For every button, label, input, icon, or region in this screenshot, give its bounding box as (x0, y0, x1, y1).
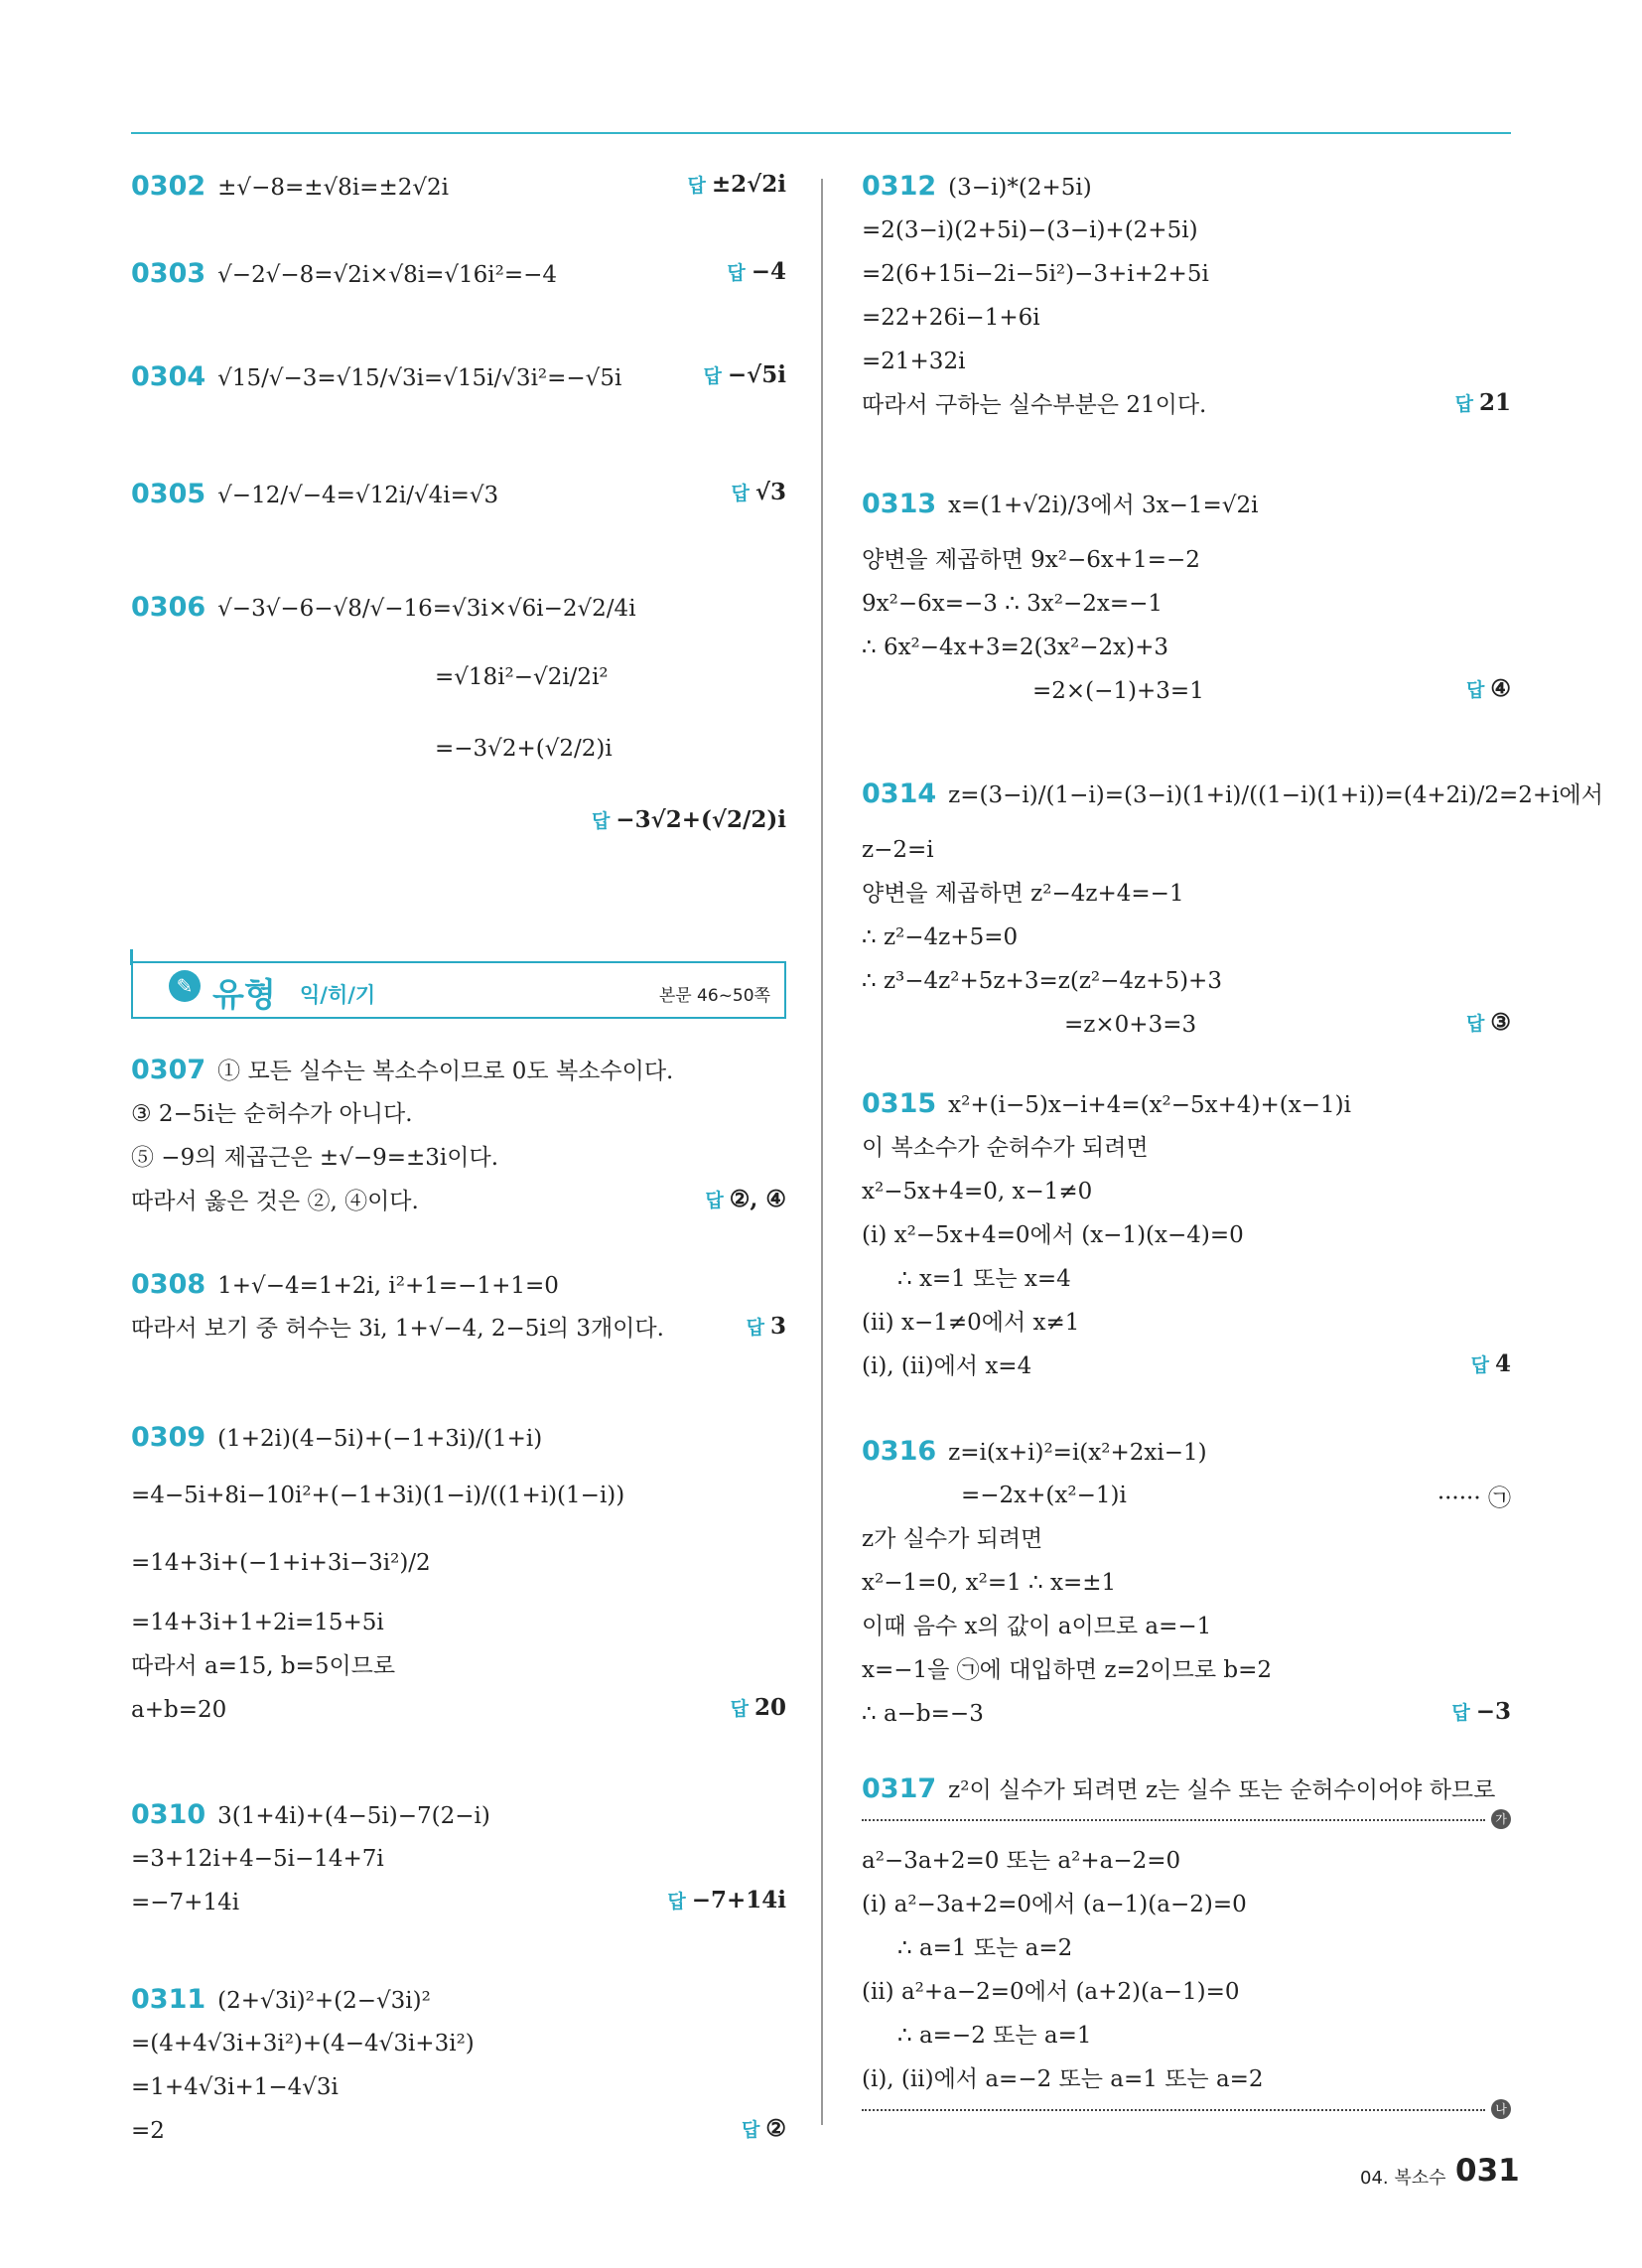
answer (688, 171, 787, 198)
answer-label: 답 (1454, 393, 1473, 415)
solution-line: =4−5i+8i−10i²+(−1+3i)(1−i)/((1+i)(1−i)) (131, 1483, 625, 1508)
answer-label: 답 (705, 1190, 724, 1211)
answer (1466, 1009, 1511, 1036)
section-subtitle: 익/히/기 (300, 983, 376, 1007)
solution-line: 따라서 a=15, b=5이므로 (131, 1653, 396, 1679)
answer (1455, 389, 1511, 416)
solution-line: 따라서 구하는 실수부분은 21이다. (862, 392, 1207, 418)
section-page-ref: 본문 46~50쪽 (658, 986, 770, 1006)
answer-value: −7+14i (691, 1887, 786, 1914)
solution-line: (3−i)*(2+5i) (948, 175, 1092, 201)
solution-line: √−3√−6−√8/√−16=√3i×√6i−2√2/4i (217, 596, 636, 622)
answer-value: ②, ④ (729, 1186, 786, 1212)
solution-line: z−2=i (862, 837, 934, 863)
solution-line: ∴ z³−4z²+5z+3=z(z²−4z+5)+3 (862, 968, 1222, 994)
problem-number: 0304 (131, 361, 206, 392)
solution-line: =−2x+(x²−1)i (961, 1483, 1127, 1508)
solution-line: =√18i²−√2i/2i² (435, 664, 609, 690)
solution-line: z=i(x+i)²=i(x²+2xi−1) (948, 1440, 1207, 1466)
answer-value: −3√2+(√2/2)i (616, 806, 786, 833)
solution-line: =2(6+15i−2i−5i²)−3+i+2+5i (862, 261, 1209, 287)
solution-line: 따라서 옳은 것은 ②, ④이다. (131, 1189, 419, 1214)
solution-line: x=(1+√2i)/3에서 3x−1=√2i (948, 493, 1259, 518)
problem-number: 0302 (131, 171, 206, 202)
solution-line: =3+12i+4−5i−14+7i (131, 1846, 384, 1872)
solution-line: =−3√2+(√2/2)i (435, 736, 613, 762)
answer (727, 258, 786, 285)
problem-number: 0306 (131, 592, 206, 623)
problem-number: 0310 (131, 1799, 206, 1830)
header-rule (131, 132, 1511, 134)
problem-number: 0309 (131, 1422, 206, 1453)
solution-line: =14+3i+1+2i=15+5i (131, 1610, 384, 1635)
solution-line: x²−5x+4=0, x−1≠0 (862, 1179, 1093, 1205)
solution-line: ∴ a=−2 또는 a=1 (897, 2023, 1092, 2049)
solution-line: (i) x²−5x+4=0에서 (x−1)(x−4)=0 (862, 1222, 1244, 1248)
solution-line: (ii) a²+a−2=0에서 (a+2)(a−1)=0 (862, 1979, 1240, 2005)
solution-line: ±√−8=±√8i=±2√2i (217, 175, 449, 201)
answer-value: ±2√2i (711, 171, 786, 198)
solution-line: (2+√3i)²+(2−√3i)² (217, 1988, 431, 2014)
answer (1471, 1350, 1511, 1377)
solution-line: (i), (ii)에서 x=4 (862, 1353, 1032, 1379)
solution-line: ∴ z²−4z+5=0 (862, 924, 1019, 950)
answer (732, 479, 786, 505)
problem-number: 0305 (131, 479, 206, 509)
answer (747, 1313, 786, 1340)
solution-line: 1+√−4=1+2i, i²+1=−1+1=0 (217, 1273, 559, 1299)
solution-line: (ii) x−1≠0에서 x≠1 (862, 1310, 1080, 1336)
answer-label: 답 (742, 2119, 760, 2141)
solution-line: z=(3−i)/(1−i)=(3−i)(1+i)/((1−i)(1+i))=(4+2i)/2=2+i에서 (948, 782, 1603, 808)
solution-line: (1+2i)(4−5i)+(−1+3i)/(1+i) (217, 1426, 543, 1452)
answer-value: √3 (754, 479, 786, 505)
answer-label: 답 (687, 175, 706, 197)
equation-marker: ······ ㉠ (1437, 1486, 1511, 1511)
answer-label: 답 (1466, 1013, 1485, 1035)
solution-line: ∴ a−b=−3 (862, 1701, 984, 1727)
dotted-rule (862, 1819, 1485, 1821)
solution-line: a+b=20 (131, 1697, 227, 1723)
solution-line: =−7+14i (131, 1890, 240, 1915)
solution-line: x²−1=0, x²=1 ∴ x=±1 (862, 1570, 1117, 1596)
solution-line: x=−1을 ㉠에 대입하면 z=2이므로 b=2 (862, 1657, 1273, 1683)
solution-line: =z×0+3=3 (1064, 1012, 1197, 1038)
solution-line: (i) a²−3a+2=0에서 (a−1)(a−2)=0 (862, 1892, 1247, 1917)
solution-line: 3(1+4i)+(4−5i)−7(2−i) (217, 1803, 490, 1829)
solution-line: √−12/√−4=√12i/√4i=√3 (217, 483, 499, 508)
solution-line: =14+3i+(−1+i+3i−3i²)/2 (131, 1550, 431, 1576)
solution-line: =22+26i−1+6i (862, 305, 1040, 331)
answer (731, 1694, 786, 1721)
answer-label: 답 (591, 810, 611, 832)
answer-label: 답 (1466, 679, 1485, 701)
answer-value: ③ (1490, 1009, 1511, 1036)
section-header (131, 961, 786, 1019)
pencil-note-icon: ✎ (169, 970, 201, 1002)
solution-line: √15/√−3=√15/√3i=√15i/√3i²=−√5i (217, 365, 622, 391)
problem-number: 0314 (862, 779, 937, 809)
answer-label: 답 (727, 262, 746, 284)
problem-number: 0316 (862, 1436, 937, 1467)
problem-number: 0307 (131, 1055, 206, 1085)
answer (592, 806, 786, 833)
answer (705, 1186, 786, 1212)
solution-line: 이때 음수 x의 값이 a이므로 a=−1 (862, 1614, 1212, 1639)
solution-line: =2×(−1)+3=1 (1032, 678, 1204, 704)
solution-line: 양변을 제곱하면 9x²−6x+1=−2 (862, 547, 1200, 573)
answer (1466, 675, 1511, 702)
problem-number: 0308 (131, 1269, 206, 1300)
solution-line: ∴ a=1 또는 a=2 (897, 1935, 1073, 1961)
answer (667, 1887, 786, 1914)
answer (742, 2115, 786, 2142)
problem-number: 0315 (862, 1088, 937, 1119)
problem-number: 0303 (131, 258, 206, 289)
solution-line: 이 복소수가 순허수가 되려면 (862, 1135, 1149, 1161)
solution-line: z가 실수가 되려면 (862, 1526, 1043, 1552)
answer-value: ② (765, 2115, 786, 2142)
answer-label: 답 (703, 365, 722, 387)
problem-number: 0311 (131, 1984, 206, 2015)
solution-line: ∴ 6x²−4x+3=2(3x²−2x)+3 (862, 635, 1169, 660)
problem-number: 0312 (862, 171, 937, 202)
solution-line: =21+32i (862, 349, 966, 374)
column-divider (821, 179, 823, 2125)
answer-label: 답 (731, 483, 750, 504)
solution-line: 따라서 보기 중 허수는 3i, 1+√−4, 2−5i의 3개이다. (131, 1316, 664, 1342)
solution-line: =1+4√3i+1−4√3i (131, 2074, 339, 2100)
page-number: 031 (1455, 2153, 1520, 2189)
problem-number: 0313 (862, 489, 937, 519)
answer (704, 361, 787, 388)
solution-line: =2(3−i)(2+5i)−(3−i)+(2+5i) (862, 217, 1198, 243)
answer-label: 답 (730, 1698, 749, 1720)
solution-line: (i), (ii)에서 a=−2 또는 a=1 또는 a=2 (862, 2066, 1264, 2092)
solution-line: ① 모든 실수는 복소수이므로 0도 복소수이다. (217, 1059, 674, 1084)
chapter-label: 04. 복소수 (1360, 2168, 1446, 2189)
answer-label: 답 (667, 1891, 686, 1913)
solution-line: 양변을 제곱하면 z²−4z+4=−1 (862, 881, 1184, 907)
answer (1451, 1698, 1511, 1725)
answer-label: 답 (746, 1317, 764, 1339)
answer-label: 답 (1451, 1702, 1470, 1724)
answer-value: −3 (1475, 1698, 1511, 1725)
solution-line: =(4+4√3i+3i²)+(4−4√3i+3i²) (131, 2031, 475, 2056)
solution-line: =2 (131, 2118, 165, 2144)
answer-value: 4 (1494, 1350, 1511, 1377)
step-marker: 가 (1491, 1809, 1511, 1829)
solution-line: 9x²−6x=−3 ∴ 3x²−2x=−1 (862, 591, 1163, 617)
solution-line: z²이 실수가 되려면 z는 실수 또는 순허수이어야 하므로 (948, 1777, 1496, 1803)
solution-line: a²−3a+2=0 또는 a²+a−2=0 (862, 1848, 1181, 1874)
answer-value: 21 (1478, 389, 1511, 416)
solution-line: ∴ x=1 또는 x=4 (897, 1266, 1071, 1292)
step-marker: 나 (1491, 2099, 1511, 2119)
answer-value: 3 (769, 1313, 786, 1340)
solution-line: √−2√−8=√2i×√8i=√16i²=−4 (217, 262, 558, 288)
answer-value: 20 (753, 1694, 786, 1721)
answer-value: −√5i (727, 361, 786, 388)
solution-line: ⑤ −9의 제곱근은 ±√−9=±3i이다. (131, 1145, 499, 1171)
answer-value: −4 (751, 258, 786, 285)
answer-value: ④ (1490, 675, 1511, 702)
section-tick (130, 949, 133, 965)
answer-label: 답 (1470, 1354, 1489, 1376)
solution-line: x²+(i−5)x−i+4=(x²−5x+4)+(x−1)i (948, 1092, 1351, 1118)
problem-number: 0317 (862, 1773, 937, 1804)
solution-line: ③ 2−5i는 순허수가 아니다. (131, 1101, 413, 1127)
dotted-rule (862, 2109, 1485, 2111)
section-title: 유형 (212, 975, 276, 1014)
